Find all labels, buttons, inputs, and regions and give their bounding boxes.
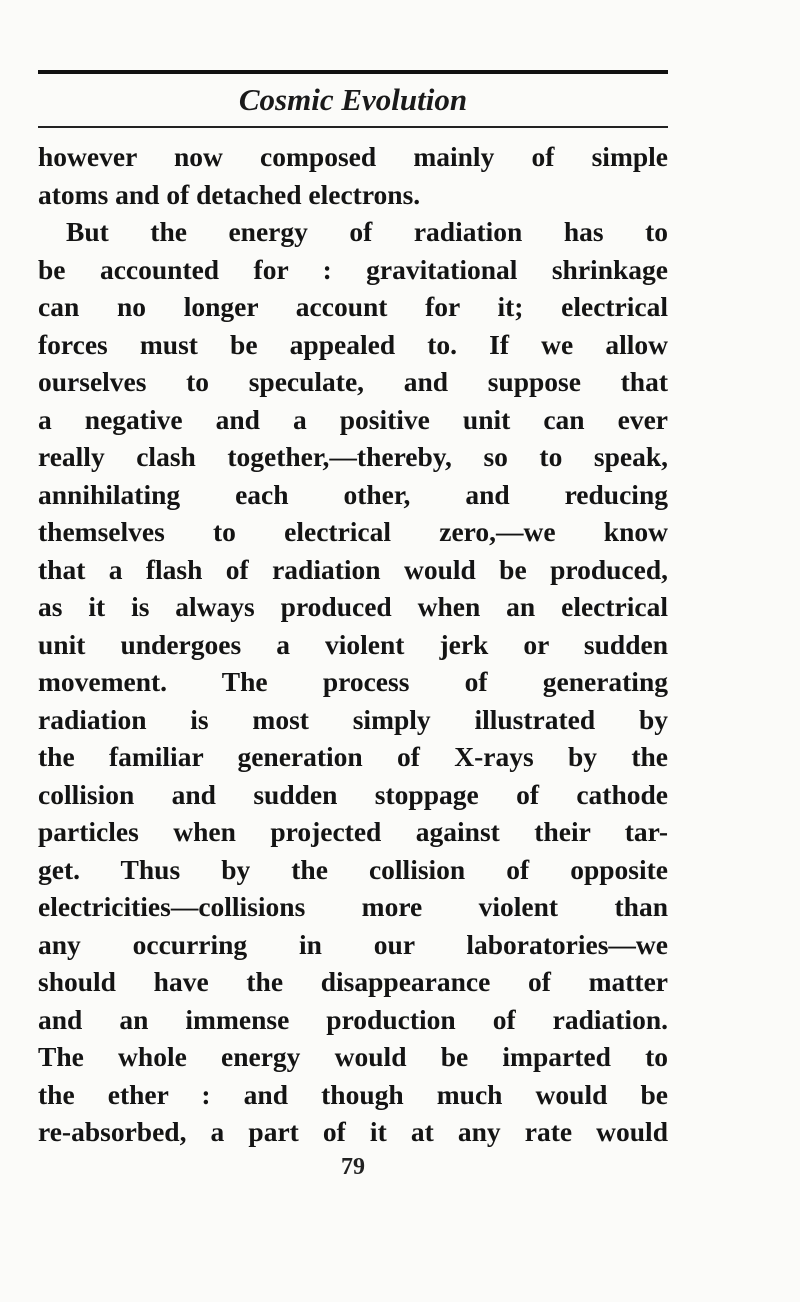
text-line: particles when projected against their tar- — [38, 816, 668, 847]
text-line: The whole energy would be imparted to — [38, 1041, 668, 1072]
text-line: forces must be appealed to. If we allow — [38, 328, 668, 360]
text-line: however now composed mainly of simple — [38, 141, 668, 172]
header-rule-top — [38, 70, 668, 74]
text-line: themselves to electrical zero,—we know — [38, 516, 668, 547]
text-line: annihilating each other, and reducing — [38, 478, 668, 510]
text-line: collision and sudden stoppage of cathode — [38, 778, 668, 810]
text-line: atoms and of detached electrons. — [38, 178, 421, 210]
text-line: can no longer account for it; electrical — [38, 291, 668, 322]
text-line: ourselves to speculate, and suppose that — [38, 366, 668, 397]
page-number: 79 — [341, 1154, 365, 1180]
text-line: radiation is most simply illustrated by — [38, 703, 668, 735]
text-line: get. Thus by the collision of opposite — [38, 853, 668, 885]
text-line: really clash together,—thereby, so to speak, — [38, 441, 668, 472]
text-line: any occurring in our laboratories—we — [38, 928, 668, 960]
running-head: Cosmic Evolution — [238, 82, 468, 117]
text-line: as it is always produced when an electrical — [38, 591, 668, 622]
text-line: and an immense production of radiation. — [38, 1003, 668, 1035]
text-line: the ether : and though much would be — [38, 1078, 668, 1110]
text-line: be accounted for : gravitational shrinkage — [38, 253, 668, 285]
text-line: movement. The process of generating — [38, 666, 668, 697]
text-line: But the energy of radiation has to — [66, 216, 668, 247]
text-line: unit undergoes a violent jerk or sudden — [38, 628, 668, 660]
text-line: a negative and a positive unit can ever — [38, 403, 668, 435]
text-line: the familiar generation of X-rays by the — [38, 741, 668, 772]
body-text — [38, 138, 668, 1151]
text-line: that a flash of radiation would be produced, — [38, 553, 668, 585]
text-line: electricities—collisions more violent than — [38, 891, 668, 922]
text-line: should have the disappearance of matter — [38, 966, 668, 997]
text-line: re-absorbed, a part of it at any rate would — [38, 1116, 668, 1147]
header-rule-bottom — [38, 126, 668, 128]
